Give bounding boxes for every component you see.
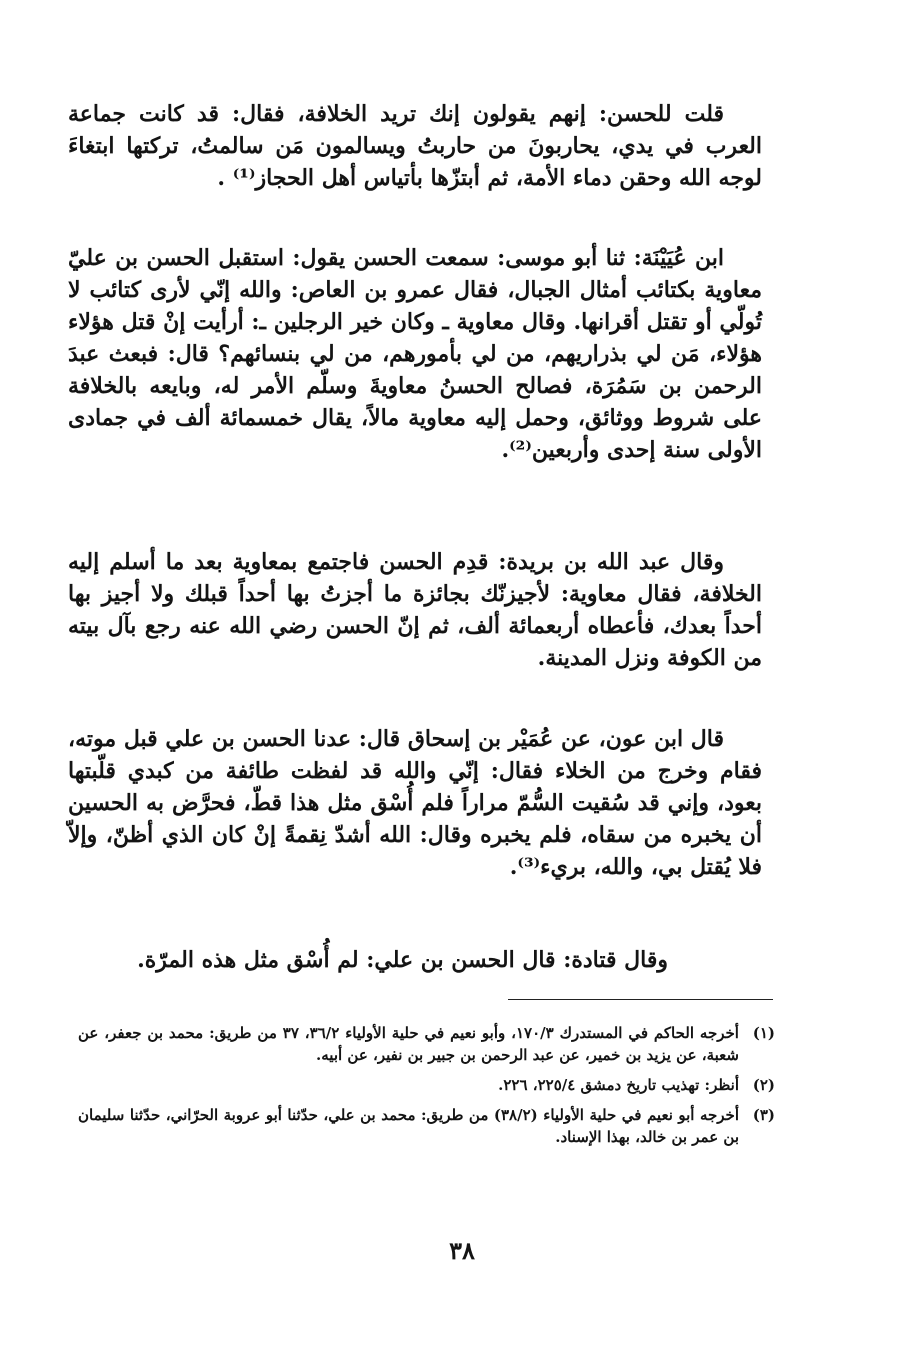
paragraph-1 xyxy=(68,98,762,194)
paragraph-2 xyxy=(68,242,762,466)
footnote-1 xyxy=(78,1022,775,1066)
paragraph-text: وقال عبد الله بن بريدة: قدِم الحسن فاجتمع بمعاوية بعد ما أسلم إليه الخلافة، فقال معاوية: لأجيزنّك بجائزة ما أجزتُ بها أحداً قبلك ولا أجيز بها أحداً بعدك، فأعطاه أربعمائة ألف، ثم إنّ الحسن رضي الله عنه رجع بآل بيته من الكوفة ونزل المدينة. xyxy=(68,549,762,671)
footnote-number: (٢) xyxy=(752,1076,775,1094)
footnote-3 xyxy=(78,1104,775,1148)
paragraph-text: قال ابن عون، عن عُمَيْر بن إسحاق قال: عدنا الحسن بن علي قبل موته، فقام وخرج من الخلاء فقال: إنّي والله قد لفظت طائفة من كبدي قلّبتها بعود، وإني قد سُقيت السُّمّ مراراً فلم أُسْق مثل هذا قطّ، فحرَّض به الحسين أن يخبره من سقاه، فلم يخبره وقال: الله أشدّ نِقمةً إنْ كان الذي أظنّ، وإلاّ فلا يُقتل بي، والله، بريء⁽³⁾. xyxy=(68,726,762,880)
paragraph-text: ابن عُيَيْنَة: ثنا أبو موسى: سمعت الحسن يقول: استقبل الحسن بن عليّ معاوية بكتائب أمثال الجبال، فقال عمرو بن العاص: والله إنّي لأرى كتائب لا تُولّي أو تقتل أقرانها. وقال معاوية ـ وكان خير الرجلين ـ: أرأيت إنْ قتل هؤلاء هؤلاء، مَن لي بذراريهم، من لي بأمورهم، من لي بنسائهم؟ قال: فبعث عبدَ الرحمن بن سَمُرَة، فصالح الحسنُ معاويةَ وسلّم الأمر له، وبايعه بالخلافة على شروط ووثائق، وحمل إليه معاوية مالاً، يقال خمسمائة ألف في جمادى الأولى سنة إحدى وأربعين⁽²⁾. xyxy=(68,245,762,463)
footnote-number: (١) xyxy=(752,1024,775,1042)
footnote-2 xyxy=(78,1074,775,1096)
footnote-text: أخرجه الحاكم في المستدرك ١٧٠/٣، وأبو نعيم في حلية الأولياء ٣٦/٢، ٣٧ من طريق: محمد بن جعفر، عن شعبة، عن يزيد بن خمير، عن عبد الرحمن بن جبير بن نفير، عن أبيه. xyxy=(78,1024,739,1064)
footnote-text: أنظر: تهذيب تاريخ دمشق ٢٢٥/٤، ٢٢٦. xyxy=(498,1076,739,1094)
footnote-text: أخرجه أبو نعيم في حلية الأولياء (٣٨/٢) من طريق: محمد بن علي، حدّثنا أبو عروبة الحرّاني، حدّثنا سليمان بن عمر بن خالد، بهذا الإسناد. xyxy=(78,1106,739,1146)
paragraph-5 xyxy=(137,944,706,976)
footnote-number: (٣) xyxy=(752,1106,775,1124)
paragraph-4 xyxy=(68,723,762,883)
paragraph-text: قلت للحسن: إنهم يقولون إنك تريد الخلافة، فقال: قد كانت جماعة العرب في يدي، يحاربونَ من حاربتُ ويسالمون مَن سالمتُ، تركتها ابتغاءَ لوجه الله وحقن دماء الأمة، ثم أبتزّها بأتياس أهل الحجاز⁽¹⁾ . xyxy=(68,101,762,191)
paragraph-3 xyxy=(68,546,762,674)
paragraph-text: وقال قتادة: قال الحسن بن علي: لم أُسْق مثل هذه المرّة. xyxy=(137,947,668,973)
footnotes-section xyxy=(78,1022,775,1156)
footnote-separator xyxy=(508,999,773,1000)
page-number: ٣٨ xyxy=(449,1236,475,1265)
